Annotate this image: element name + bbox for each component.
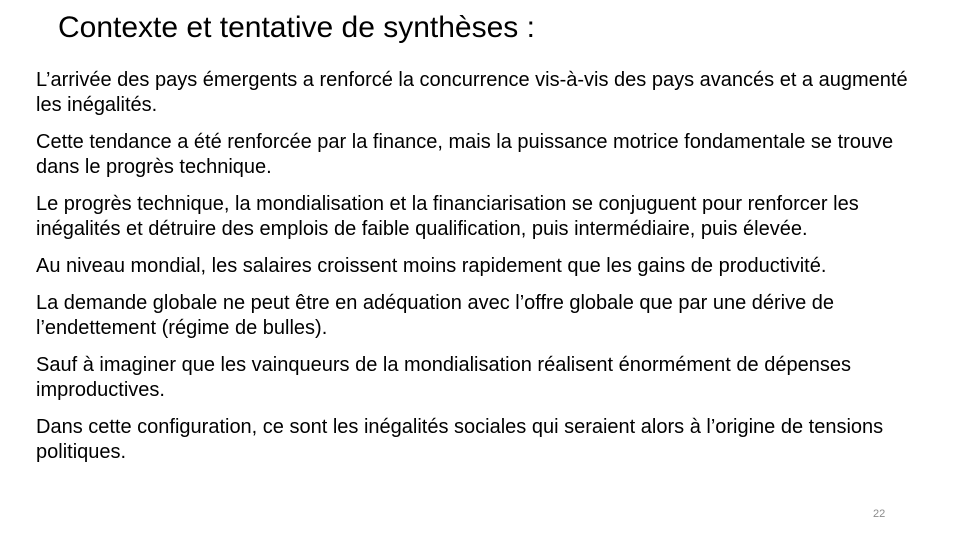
paragraph-winners: Sauf à imaginer que les vainqueurs de la mondialisation réalisent énormément de dépenses improductives. bbox=[36, 354, 851, 401]
slide-body bbox=[36, 68, 916, 477]
paragraph-global-demand: La demande globale ne peut être en adéquation avec l’offre globale que par une dérive de l’endettement (régime de bulles). bbox=[36, 292, 835, 339]
paragraph-inequalities: Dans cette configuration, ce sont les inégalités sociales qui seraient alors à l’origine de tensions politiques. bbox=[36, 416, 884, 463]
paragraph-technical-progress: Le progrès technique, la mondialisation et la financiarisation se conjuguent pour renforcer les inégalités et détruire des emplois de faible qualification, puis intermédiaire, puis élevée. bbox=[36, 193, 859, 240]
slide-number: 22 bbox=[873, 508, 886, 520]
paragraph-emerging-countries: L’arrivée des pays émergents a renforcé la concurrence vis-à-vis des pays avancés et a augmenté les inégalités. bbox=[36, 69, 908, 116]
slide-title: Contexte et tentative de synthèses : bbox=[58, 11, 535, 44]
paragraph-wages: Au niveau mondial, les salaires croissent moins rapidement que les gains de productivité. bbox=[36, 255, 827, 277]
paragraph-finance: Cette tendance a été renforcée par la finance, mais la puissance motrice fondamentale se trouve dans le progrès technique. bbox=[36, 131, 894, 178]
